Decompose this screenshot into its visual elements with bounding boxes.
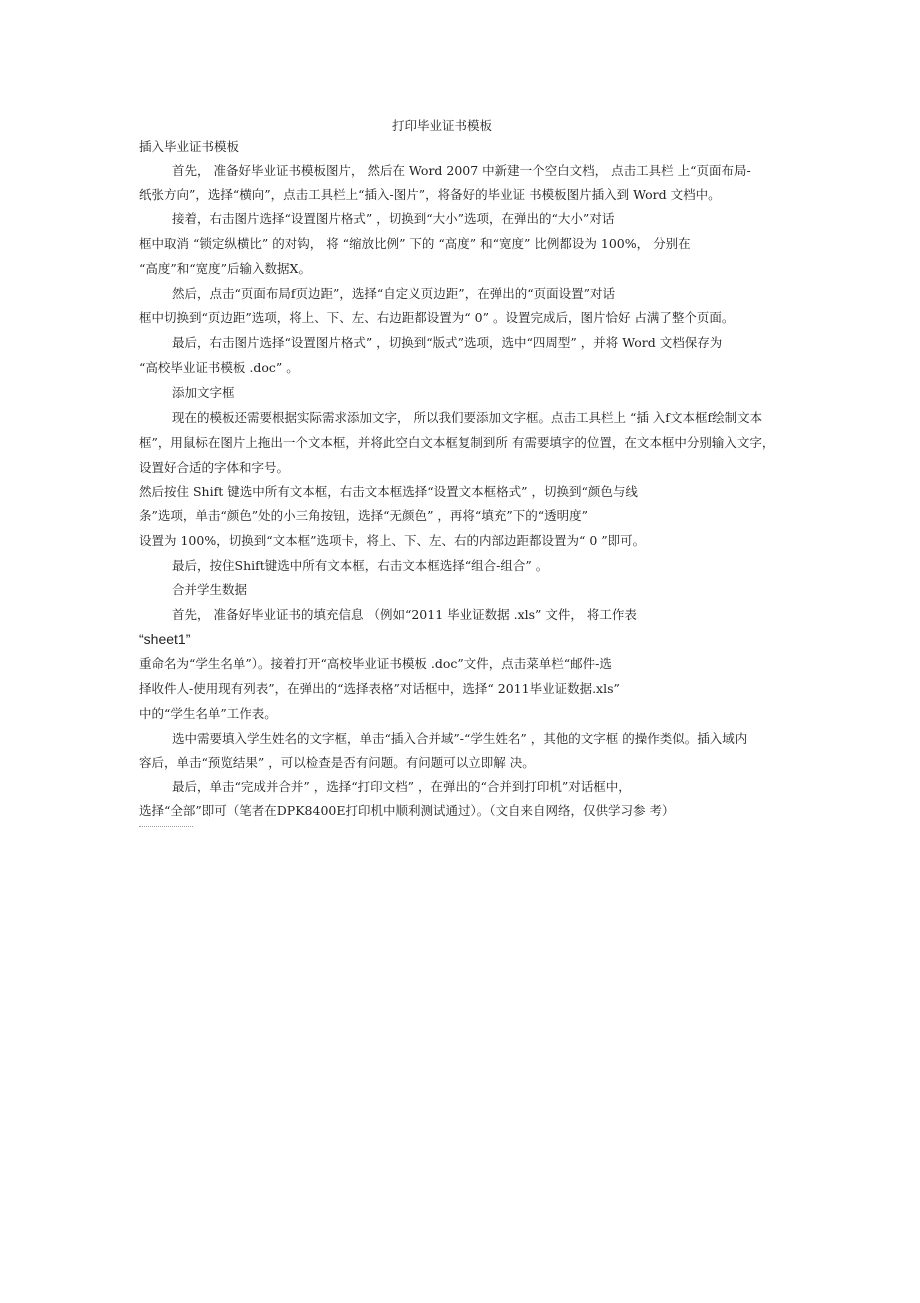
section-heading-add-textbox: 添加文字框 [172, 385, 235, 400]
paragraph-line: 框中取消 “锁定纵横比” 的对钩， 将 “缩放比例” 下的 “高度” 和“宽度” 比例都设为 100%， 分别在 [139, 236, 691, 251]
paragraph-line: 容后，单击“预览结果” ，可以检查是否有问题。有问题可以立即解 决。 [139, 755, 535, 770]
paragraph-line: 接着，右击图片选择“设置图片格式” ，切换到“大小”选项，在弹出的“大小”对话 [172, 211, 615, 226]
paragraph-line: 最后，按住Shift键选中所有文本框，右击文本框选择“组合-组合” 。 [172, 558, 549, 573]
section-heading-insert-template: 插入毕业证书模板 [139, 139, 240, 154]
paragraph-line: 最后，单击“完成并合并” ，选择“打印文档” ，在弹出的“合并到打印机”对话框中， [172, 779, 631, 794]
paragraph-line: 选择“全部”即可（笔者在DPK8400E打印机中顺利测试通过）。（文自来自网络，仅供学习参 考） [139, 803, 675, 818]
paragraph-line: “sheet1” [139, 631, 191, 647]
footer-dotted-rule [139, 826, 193, 827]
paragraph-line: 条”选项，单击“颜色”处的小三角按钮，选择“无颜色” ，再将“填充”下的“透明度” [139, 508, 588, 523]
paragraph-line: 首先， 准备好毕业证书的填充信息 （例如“2011 毕业证数据 .xls” 文件， 将工作表 [172, 607, 637, 622]
paragraph-line: 然后，点击“页面布局f页边距”，选择“自定义页边距”，在弹出的“页面设置”对话 [172, 286, 615, 301]
paragraph-line: 框”，用鼠标在图片上拖出一个文本框，并将此空白文本框复制到所 有需要填字的位置，在文本框中分别输入文字， [139, 435, 775, 450]
paragraph-line: 中的“学生名单”工作表。 [139, 706, 277, 721]
paragraph-line: “高校毕业证书模板 .doc” 。 [139, 360, 299, 375]
section-heading-merge-data: 合并学生数据 [172, 582, 248, 597]
paragraph-line: 择收件人-使用现有列表”，在弹出的“选择表格”对话框中，选择“ 2011毕业证数据.xls” [139, 681, 620, 696]
paragraph-line: 然后按住 Shift 键选中所有文本框，右击文本框选择“设置文本框格式” ，切换到“颜色与线 [139, 484, 638, 499]
paragraph-line: 设置好合适的字体和字号。 [139, 460, 290, 475]
paragraph-line: 纸张方向”，选择“横向”，点击工具栏上“插入-图片”，将备好的毕业证 书模板图片插入到 Word 文档中。 [139, 187, 721, 202]
paragraph-line: “高度”和“宽度”后输入数据X。 [139, 261, 311, 276]
paragraph-line: 设置为 100%，切换到“文本框”选项卡，将上、下、左、右的内部边距都设置为“ 0 ”即可。 [139, 533, 646, 548]
paragraph-line: 选中需要填入学生姓名的文字框，单击“插入合并域”-“学生姓名” ，其他的文字框 的操作类似。插入域内 [172, 731, 748, 746]
paragraph-line: 框中切换到“页边距”选项，将上、下、左、右边距都设置为“ 0” 。设置完成后，图片恰好 占满了整个页面。 [139, 310, 735, 325]
paragraph-line: 重命名为“学生名单”）。接着打开“高校毕业证书模板 .doc”文件，点击菜单栏“邮件-选 [139, 656, 612, 671]
paragraph-line: 首先， 准备好毕业证书模板图片， 然后在 Word 2007 中新建一个空白文档， 点击工具栏 上“页面布局- [172, 163, 751, 178]
document-title: 打印毕业证书模板 [392, 118, 493, 133]
paragraph-line: 最后，右击图片选择“设置图片格式” ，切换到“版式”选项，选中“四周型” ，并将 Word 文档保存为 [172, 335, 723, 350]
paragraph-line: 现在的模板还需要根据实际需求添加文字， 所以我们要添加文字框。点击工具栏上 “插 入f文本框f绘制文本 [172, 410, 763, 425]
